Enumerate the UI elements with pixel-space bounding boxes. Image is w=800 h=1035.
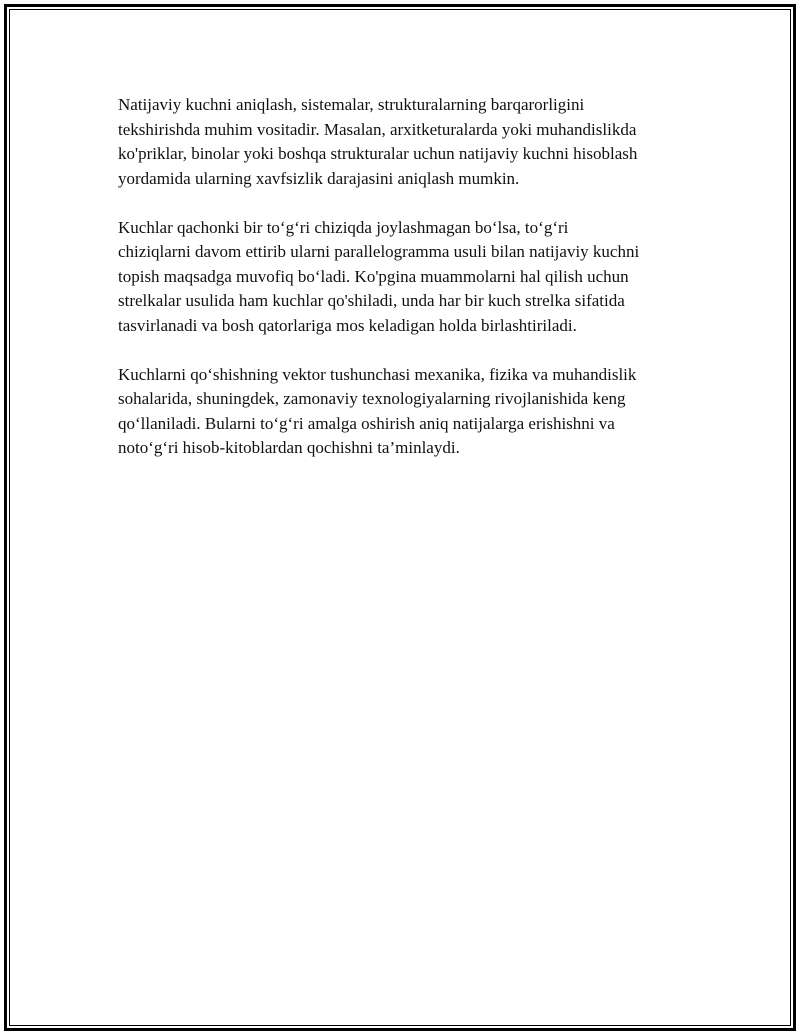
- paragraph-1: Natijaviy kuchni aniqlash, sistemalar, strukturalarning barqarorligini tekshirishda muhim vositadir. Masalan, arxitketuralarda yoki muhandislikda ko'priklar, binolar yoki boshqa strukturalar uchun natijaviy kuchni hisoblash yordamida ularning xavfsizlik darajasini aniqlash mumkin.: [118, 95, 638, 188]
- paragraph-2: Kuchlar qachonki bir to‘g‘ri chiziqda joylashmagan bo‘lsa, to‘g‘ri chiziqlarni davom ettirib ularni parallelogramma usuli bilan natijaviy kuchni topish maqsadga muvofiq bo‘ladi. Ko'pgina muammolarni hal qilish uchun strelkalar usulida ham kuchlar qo'shiladi, unda har bir kuch strelka sifatida tasvirlanadi va bosh qatorlariga mos keladigan holda birlashtiriladi.: [118, 217, 640, 335]
- document-body: [118, 93, 693, 485]
- paragraph-3: Kuchlarni qo‘shishning vektor tushunchasi mexanika, fizika va muhandislik sohalarida, shuningdek, zamonaviy texnologiyalarning rivojlanishida keng qo‘llaniladi. Bularni to‘g‘ri amalga oshirish aniq natijalarga erishishni va noto‘g‘ri hisob-kitoblardan qochishni ta’minlaydi.: [118, 364, 637, 457]
